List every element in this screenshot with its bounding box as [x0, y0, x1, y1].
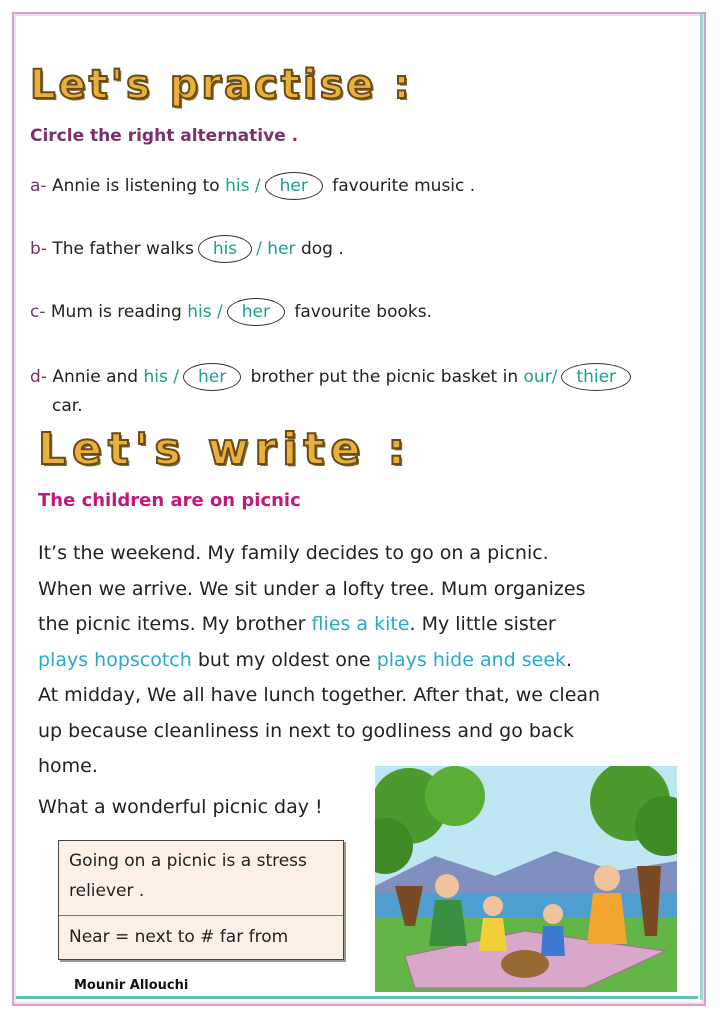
- option-his[interactable]: his /: [225, 176, 261, 196]
- story-line: It’s the weekend. My family decides to go on a picnic.: [38, 542, 549, 564]
- option-our[interactable]: our/: [523, 367, 558, 387]
- frame-accent-right: [700, 14, 703, 1000]
- item-text: dog .: [300, 239, 344, 259]
- exercise-item-c: [30, 298, 432, 326]
- option-his[interactable]: his /: [187, 302, 223, 322]
- exercise-item-b: [30, 235, 344, 263]
- item-text: brother put the picnic basket in: [250, 367, 519, 387]
- story-line: up because cleanliness in next to godliness and go back: [38, 719, 575, 742]
- write-heading: Let's write :: [38, 424, 412, 475]
- author-credit: Mounir Allouchi: [74, 978, 189, 993]
- note-line-2: reliever .: [69, 881, 145, 901]
- option-her[interactable]: / her: [256, 239, 296, 259]
- exercise-item-a: [30, 172, 475, 200]
- story-text: the picnic items. My brother: [38, 613, 312, 635]
- closing-line: What a wonderful picnic day !: [38, 796, 323, 818]
- note-line-1: Going on a picnic is a stress: [69, 851, 307, 871]
- story-text: but my oldest one: [191, 648, 377, 671]
- circled-option-her[interactable]: her: [227, 298, 285, 326]
- circled-option-thier[interactable]: thier: [561, 363, 631, 391]
- story-line: At midday, We all have lunch together. After that, we clean: [38, 684, 601, 706]
- item-label: b-: [30, 239, 47, 259]
- story-line: [38, 607, 658, 643]
- story-text: .: [566, 648, 573, 671]
- story-line: home.: [38, 755, 98, 777]
- frame-accent-bottom: [16, 996, 698, 999]
- note-divider: [59, 915, 343, 916]
- highlight-plays-hopscotch: plays hopscotch: [38, 648, 192, 671]
- story-text: . My little sister: [409, 613, 556, 635]
- story-line: [38, 643, 658, 679]
- item-text: favourite music .: [332, 176, 476, 196]
- item-d-continuation: car.: [52, 396, 83, 416]
- item-text: Annie is listening to: [51, 176, 220, 196]
- option-his[interactable]: his /: [143, 367, 179, 387]
- circled-option-her[interactable]: her: [265, 172, 323, 200]
- practise-heading: Let's practise :: [30, 62, 413, 108]
- circled-option-her[interactable]: her: [183, 363, 241, 391]
- item-text: Mum is reading: [50, 302, 182, 322]
- item-text: The father walks: [52, 239, 194, 259]
- highlight-flies-a-kite: flies a kite: [311, 613, 410, 635]
- item-text: favourite books.: [294, 302, 432, 322]
- picnic-illustration: [375, 766, 677, 992]
- item-label: c-: [30, 302, 46, 322]
- item-label: a-: [30, 176, 47, 196]
- item-text: Annie and: [52, 367, 139, 387]
- story-paragraph: [38, 536, 658, 785]
- item-label: d-: [30, 367, 47, 387]
- write-subtitle: The children are on picnic: [38, 490, 301, 511]
- note-line-3: Near = next to # far from: [69, 927, 289, 947]
- exercise-item-d: [30, 363, 635, 391]
- note-box: [58, 840, 344, 960]
- instruction: Circle the right alternative .: [30, 126, 299, 146]
- story-line: When we arrive. We sit under a lofty tree. Mum organizes: [38, 577, 586, 600]
- highlight-plays-hide-and-seek: plays hide and seek: [376, 648, 567, 671]
- circled-option-his[interactable]: his: [198, 235, 252, 263]
